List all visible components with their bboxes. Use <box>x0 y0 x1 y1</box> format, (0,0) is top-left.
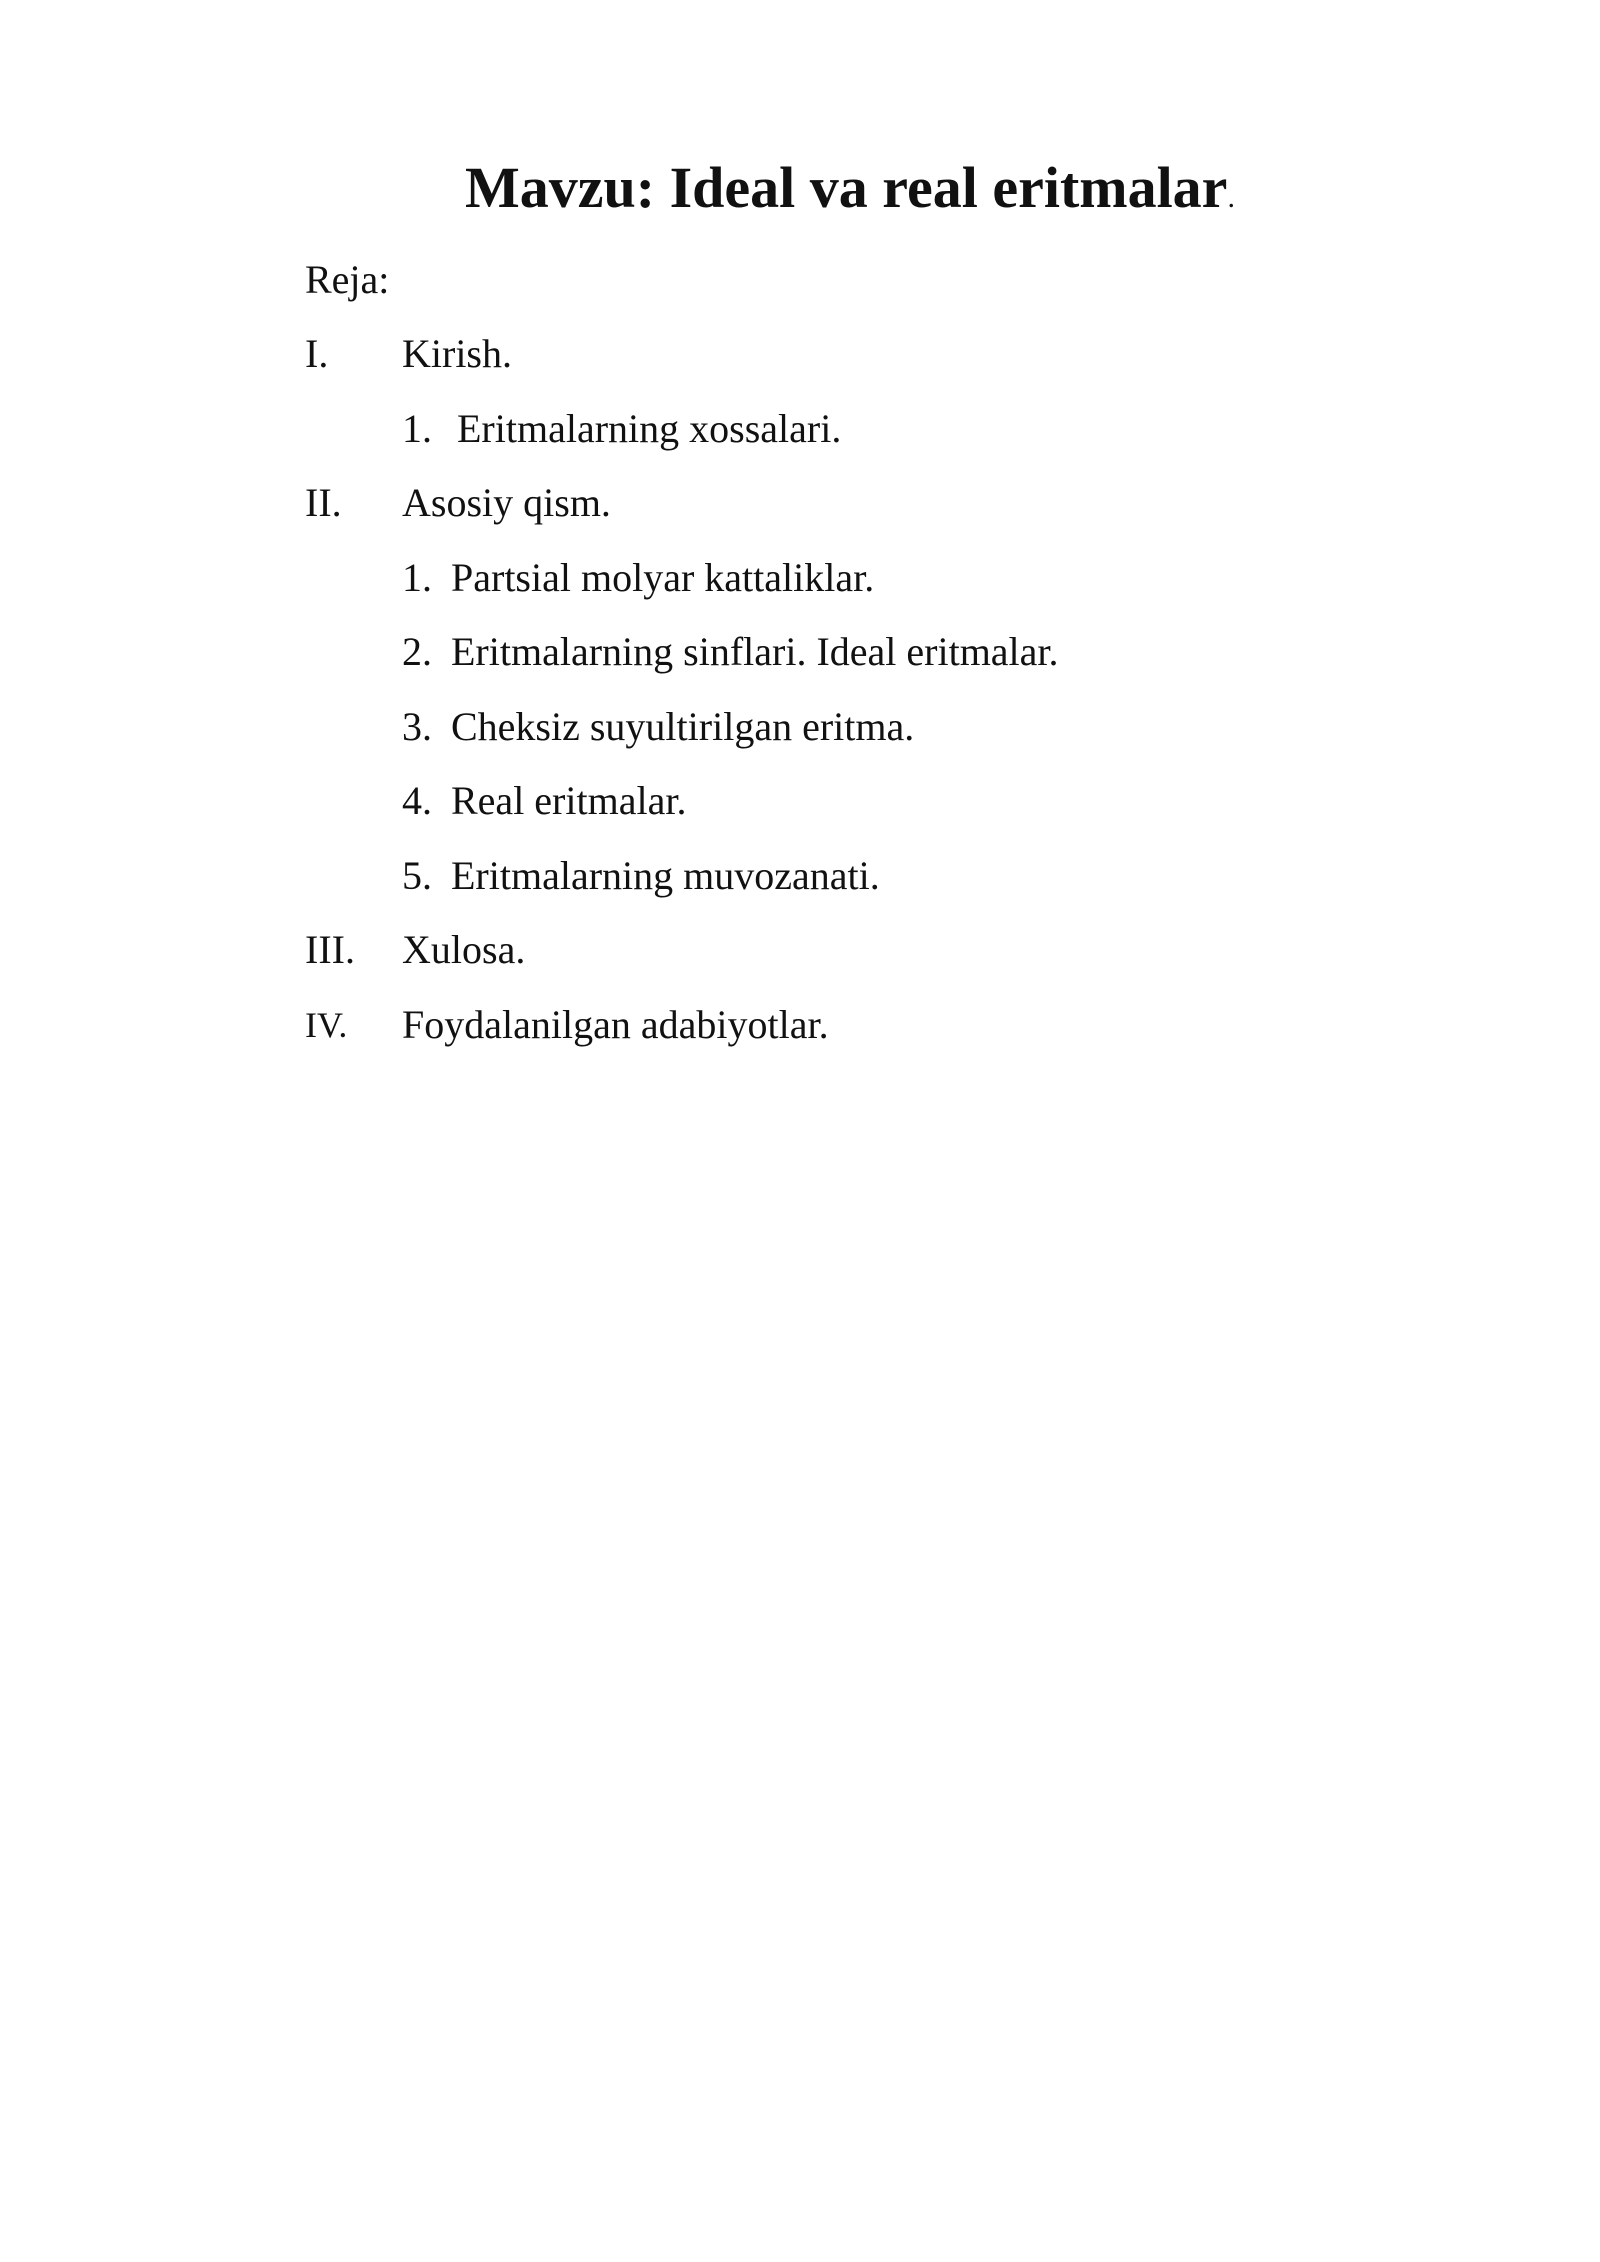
section-title: Asosiy qism. <box>402 480 611 525</box>
subitem-text: Cheksiz suyultirilgan eritma. <box>451 704 915 749</box>
section-title: Kirish. <box>402 331 512 376</box>
subitem-number: 1. <box>402 555 432 600</box>
subitem-text: Eritmalarning sinflari. Ideal eritmalar. <box>451 629 1059 674</box>
section-numeral: II. <box>305 480 342 525</box>
title-trailing-dot: . <box>1227 181 1235 214</box>
section-title: Xulosa. <box>402 927 526 972</box>
subitem-text: Real eritmalar. <box>451 778 687 823</box>
title-text: Mavzu: Ideal va real eritmalar <box>465 155 1228 220</box>
subitem-text: Partsial molyar kattaliklar. <box>451 555 875 600</box>
section-numeral: III. <box>305 927 355 972</box>
section-numeral: I. <box>305 331 329 376</box>
subitem-number: 2. <box>402 629 432 674</box>
subitem-number: 4. <box>402 778 432 823</box>
plan-label: Reja: <box>305 257 390 302</box>
subitem-text: Eritmalarning muvozanati. <box>451 853 880 898</box>
subitem-number: 1. <box>402 406 432 451</box>
subitem-number: 5. <box>402 853 432 898</box>
section-numeral: IV. <box>305 1005 348 1045</box>
subitem-text: Eritmalarning xossalari. <box>457 406 842 451</box>
section-title: Foydalanilgan adabiyotlar. <box>402 1002 829 1047</box>
subitem-number: 3. <box>402 704 432 749</box>
page-title <box>0 150 1600 236</box>
